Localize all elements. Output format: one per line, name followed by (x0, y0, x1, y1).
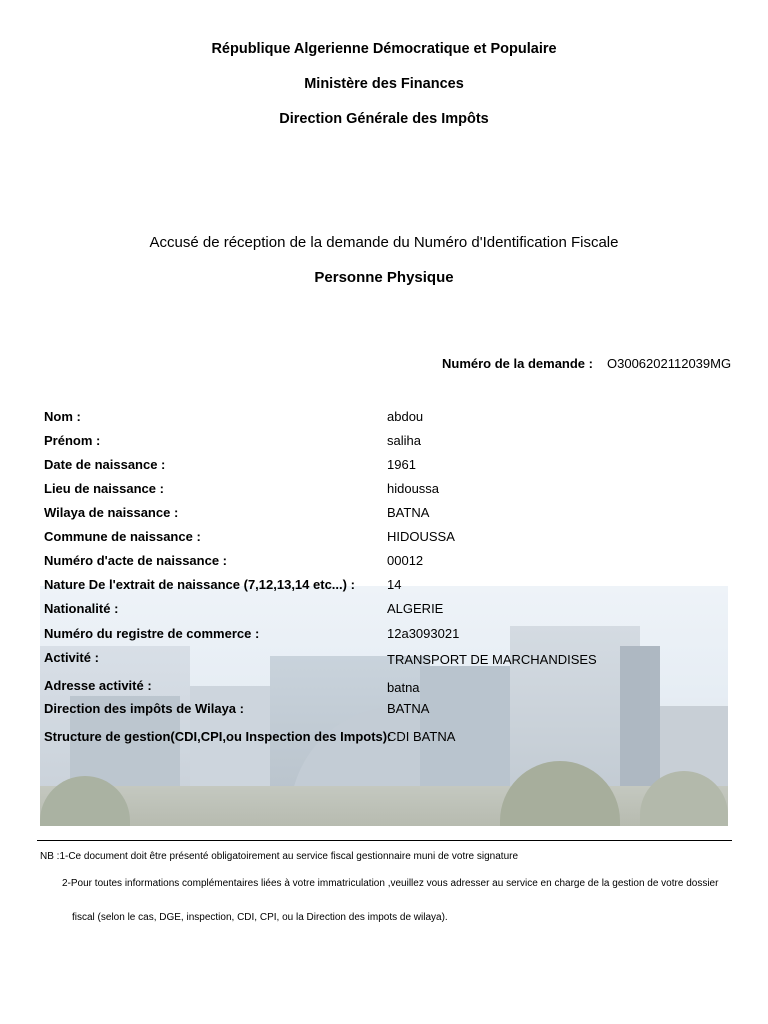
request-number-value: O3006202112039MG (607, 356, 732, 371)
value-wilaya-naissance: BATNA (387, 505, 430, 520)
note-3: fiscal (selon le cas, DGE, inspection, CDI, CPI, ou la Direction des impots de wilaya). (72, 912, 448, 923)
label-nom: Nom : (44, 409, 81, 424)
value-lieu-naissance: hidoussa (387, 481, 440, 496)
label-wilaya-naissance: Wilaya de naissance : (44, 505, 179, 520)
label-lieu-naissance: Lieu de naissance : (44, 481, 164, 496)
value-prenom: saliha (387, 433, 421, 448)
label-commune-naissance: Commune de naissance : (44, 529, 201, 544)
header-direction: Direction Générale des Impôts (279, 111, 489, 127)
document-subtitle: Personne Physique (314, 269, 454, 286)
header-republic: République Algerienne Démocratique et Populaire (211, 41, 557, 57)
header-ministry: Ministère des Finances (304, 76, 464, 92)
value-nationalite: ALGERIE (387, 601, 444, 616)
note-1: NB :1-Ce document doit être présenté obligatoirement au service fiscal gestionnaire muni de votre signature (40, 851, 519, 862)
label-registre-commerce: Numéro du registre de commerce : (44, 626, 260, 641)
label-nationalite: Nationalité : (44, 601, 119, 616)
value-numero-acte: 00012 (387, 553, 424, 568)
value-direction-impots: BATNA (387, 701, 430, 716)
value-nom: abdou (387, 409, 424, 424)
note-2: 2-Pour toutes informations complémentaires liées à votre immatriculation ,veuillez vous adresser au service en charge de la gestion de votre dossier (62, 878, 719, 889)
value-activite: TRANSPORT DE MARCHANDISES (387, 652, 597, 667)
value-commune-naissance: HIDOUSSA (387, 529, 455, 544)
label-nature-extrait: Nature De l'extrait de naissance (7,12,13,14 etc...) : (44, 577, 355, 592)
label-direction-impots: Direction des impôts de Wilaya : (44, 701, 244, 716)
value-adresse-activite: batna (387, 680, 420, 695)
request-number-label: Numéro de la demande : (442, 356, 593, 371)
value-nature-extrait: 14 (387, 577, 402, 592)
label-activite: Activité : (44, 650, 99, 665)
label-numero-acte: Numéro d'acte de naissance : (44, 553, 227, 568)
label-structure-gestion: Structure de gestion(CDI,CPI,ou Inspection des Impots): (44, 729, 392, 744)
label-prenom: Prénom : (44, 433, 101, 448)
divider-line (37, 840, 732, 841)
label-date-naissance: Date de naissance : (44, 457, 166, 472)
value-registre-commerce: 12a3093021 (387, 626, 460, 641)
value-date-naissance: 1961 (387, 457, 416, 472)
document-title: Accusé de réception de la demande du Numéro d'Identification Fiscale (149, 234, 619, 251)
label-adresse-activite: Adresse activité : (44, 678, 152, 693)
value-structure-gestion: CDI BATNA (387, 729, 456, 744)
